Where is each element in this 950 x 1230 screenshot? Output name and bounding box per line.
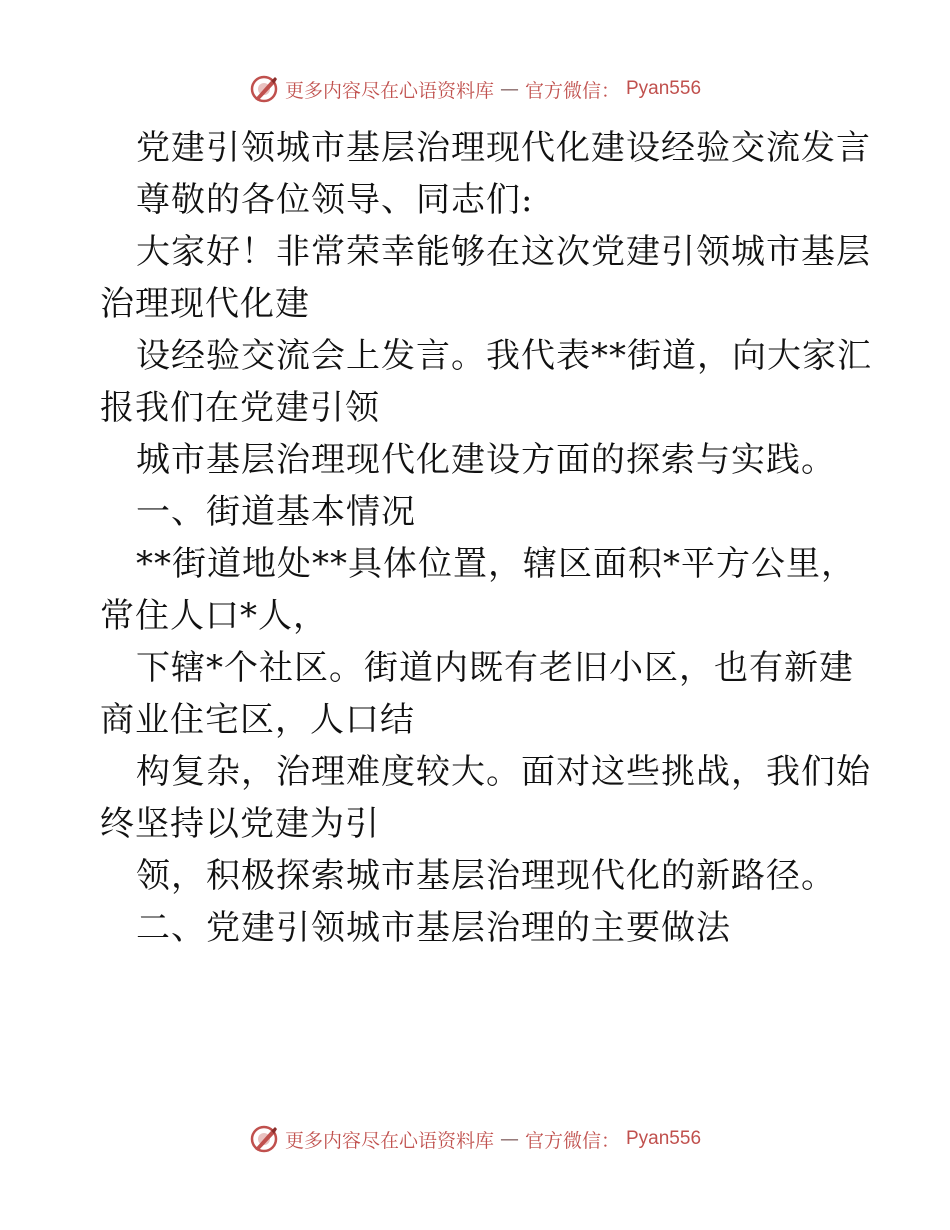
watermark-wechat-label: 官方微信：	[524, 79, 620, 102]
watermark-wechat-id: Pyan556	[626, 78, 702, 99]
watermark-wechat-label: 官方微信：	[524, 1129, 620, 1152]
watermark-separator: —	[499, 78, 519, 100]
watermark-wechat-id: Pyan556	[626, 1128, 702, 1149]
section-heading: 二、党建引领城市基层治理的主要做法	[136, 908, 731, 948]
paragraph-line: 常住人口*人，	[100, 596, 328, 636]
watermark-text: 更多内容尽在心语资料库	[284, 79, 494, 102]
paragraph-line: 报我们在党建引领	[100, 388, 380, 428]
paragraph-line: 治理现代化建	[100, 284, 310, 324]
header-watermark	[0, 74, 950, 104]
salutation: 尊敬的各位领导、同志们:	[136, 180, 534, 220]
paragraph-line: 终坚持以党建为引	[100, 804, 380, 844]
paragraph-line: 领，积极探索城市基层治理现代化的新路径。	[136, 856, 836, 896]
watermark-separator: —	[499, 1128, 519, 1150]
paragraph-line: **街道地处**具体位置，辖区面积*平方公里，	[136, 544, 856, 584]
section-heading: 一、街道基本情况	[136, 492, 416, 532]
watermark-text: 更多内容尽在心语资料库	[284, 1129, 494, 1152]
paragraph-line: 设经验交流会上发言。我代表**街道，向大家汇	[136, 336, 872, 376]
footer-watermark	[0, 1124, 950, 1154]
paragraph-line: 商业住宅区，人口结	[100, 700, 415, 740]
document-body	[100, 122, 872, 954]
paragraph-line: 构复杂，治理难度较大。面对这些挑战，我们始	[136, 752, 871, 792]
pen-logo-icon	[249, 74, 279, 104]
pen-logo-icon	[249, 1124, 279, 1154]
paragraph-line: 大家好！非常荣幸能够在这次党建引领城市基层	[136, 232, 871, 272]
paragraph-line: 城市基层治理现代化建设方面的探索与实践。	[136, 440, 836, 480]
document-title: 党建引领城市基层治理现代化建设经验交流发言	[136, 128, 871, 168]
paragraph-line: 下辖*个社区。街道内既有老旧小区，也有新建	[136, 648, 854, 688]
